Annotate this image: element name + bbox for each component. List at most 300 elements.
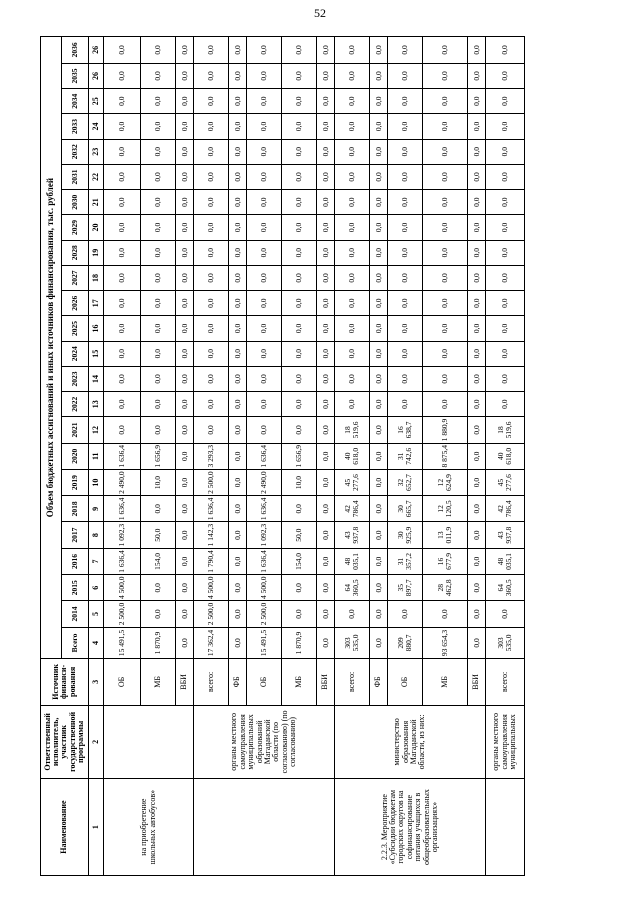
column-number: 15 (89, 341, 104, 366)
year-value: 0,0 (370, 522, 388, 548)
row-source: ОБ (247, 659, 282, 705)
column-number: 9 (89, 496, 104, 522)
year-value: 12 624,9 (423, 469, 468, 495)
year-value: 10,0 (141, 469, 176, 495)
year-value: 0,0 (141, 240, 176, 265)
year-value: 18 519,6 (486, 417, 525, 443)
year-value: 0,0 (468, 63, 486, 88)
year-value: 0,0 (229, 366, 247, 391)
year-value: 0,0 (335, 240, 370, 265)
year-value: 0,0 (486, 341, 525, 366)
year-value: 0,0 (370, 443, 388, 469)
year-value: 0,0 (423, 341, 468, 366)
year-value: 0,0 (317, 443, 335, 469)
row-source: всего: (194, 659, 229, 705)
table-title: Объем бюджетных ассигнований и иных источников финансирования, тыс. рублей (41, 37, 62, 659)
column-number: 10 (89, 469, 104, 495)
year-value: 13 011,9 (423, 522, 468, 548)
year-value: 0,0 (194, 164, 229, 189)
year-value: 32 652,7 (388, 469, 423, 495)
year-value: 0,0 (229, 575, 247, 601)
year-value: 0,0 (335, 341, 370, 366)
year-value: 0,0 (468, 139, 486, 164)
year-value: 45 277,6 (486, 469, 525, 495)
year-value: 0,0 (282, 114, 317, 139)
year-header: 2036 (62, 37, 89, 64)
year-value: 0,0 (194, 114, 229, 139)
year-value: 0,0 (388, 63, 423, 88)
year-value: 0,0 (282, 496, 317, 522)
year-value: 0,0 (282, 215, 317, 240)
row-source: ФБ (370, 659, 388, 705)
year-value: 0,0 (335, 392, 370, 417)
row-name (194, 779, 335, 876)
year-value: 0,0 (282, 575, 317, 601)
year-value: 0,0 (176, 469, 194, 495)
year-value: 1 092,3 (247, 522, 282, 548)
row-total: 303 535,0 (486, 627, 525, 659)
year-value: 154,0 (282, 548, 317, 574)
year-value: 1 636,4 (247, 496, 282, 522)
column-number: 25 (89, 89, 104, 114)
year-value: 42 786,4 (335, 496, 370, 522)
year-value: 0,0 (486, 601, 525, 627)
year-value: 16 638,7 (388, 417, 423, 443)
year-value: 0,0 (141, 496, 176, 522)
year-value: 0,0 (176, 215, 194, 240)
year-value: 0,0 (104, 341, 141, 366)
page-number: 52 (314, 6, 326, 20)
year-value: 0,0 (282, 417, 317, 443)
year-value: 0,0 (141, 265, 176, 290)
year-value: 0,0 (176, 496, 194, 522)
row-source: всего: (486, 659, 525, 705)
year-header: 2019 (62, 469, 89, 495)
year-value: 0,0 (229, 114, 247, 139)
year-value: 0,0 (104, 291, 141, 316)
year-value: 0,0 (141, 341, 176, 366)
year-value: 0,0 (486, 265, 525, 290)
year-value: 0,0 (282, 190, 317, 215)
year-value: 0,0 (282, 341, 317, 366)
year-value: 0,0 (468, 417, 486, 443)
year-value: 0,0 (335, 265, 370, 290)
row-name: на приобретение школьных автобусов» (104, 779, 194, 876)
year-header: 2023 (62, 366, 89, 391)
year-value: 0,0 (229, 139, 247, 164)
year-value: 0,0 (229, 265, 247, 290)
header-source: Источник финанси-рования (41, 659, 89, 705)
row-source: всего: (335, 659, 370, 705)
year-value: 0,0 (194, 316, 229, 341)
year-value: 50,0 (141, 522, 176, 548)
year-value: 0,0 (317, 341, 335, 366)
year-value: 1 656,9 (282, 443, 317, 469)
year-value: 0,0 (468, 240, 486, 265)
year-value: 1 656,9 (141, 443, 176, 469)
column-number: 3 (89, 659, 104, 705)
year-value: 0,0 (194, 265, 229, 290)
column-number: 21 (89, 190, 104, 215)
year-value: 0,0 (141, 89, 176, 114)
column-number: 2 (89, 705, 104, 779)
year-header: 2025 (62, 316, 89, 341)
row-total: 15 491,5 (104, 627, 141, 659)
year-value: 0,0 (388, 164, 423, 189)
rotated-table-container (40, 36, 622, 876)
year-value: 0,0 (388, 240, 423, 265)
column-number: 14 (89, 366, 104, 391)
row-name (486, 779, 525, 876)
year-value: 0,0 (229, 37, 247, 64)
year-value: 0,0 (141, 114, 176, 139)
year-value: 0,0 (194, 366, 229, 391)
year-value: 0,0 (388, 366, 423, 391)
year-value: 0,0 (468, 366, 486, 391)
year-value: 0,0 (282, 37, 317, 64)
year-value: 0,0 (141, 291, 176, 316)
column-number: 13 (89, 392, 104, 417)
column-number: 7 (89, 548, 104, 574)
row-source: ФБ (229, 659, 247, 705)
year-value: 1 636,4 (104, 496, 141, 522)
year-value: 0,0 (370, 37, 388, 64)
year-value: 0,0 (141, 164, 176, 189)
row-source: МБ (423, 659, 468, 705)
year-value: 0,0 (176, 341, 194, 366)
year-value: 0,0 (317, 190, 335, 215)
year-value: 30 665,7 (388, 496, 423, 522)
row-source: МБ (141, 659, 176, 705)
year-header: 2021 (62, 417, 89, 443)
year-value: 0,0 (247, 341, 282, 366)
column-number: 22 (89, 164, 104, 189)
year-value: 0,0 (317, 548, 335, 574)
year-value: 0,0 (486, 89, 525, 114)
year-value: 0,0 (229, 496, 247, 522)
row-total: 0,0 (317, 627, 335, 659)
column-number: 8 (89, 522, 104, 548)
year-header: 2018 (62, 496, 89, 522)
year-value: 0,0 (468, 601, 486, 627)
year-value: 0,0 (247, 291, 282, 316)
year-header: 2032 (62, 139, 89, 164)
year-value: 2 500,0 (194, 601, 229, 627)
year-value: 0,0 (104, 417, 141, 443)
year-value: 16 677,9 (423, 548, 468, 574)
year-value: 1 636,4 (247, 443, 282, 469)
year-value: 0,0 (194, 190, 229, 215)
year-value: 0,0 (317, 417, 335, 443)
year-value: 0,0 (317, 522, 335, 548)
row-responsible (104, 705, 194, 779)
year-value: 10,0 (282, 469, 317, 495)
year-header: 2022 (62, 392, 89, 417)
year-value: 64 360,5 (335, 575, 370, 601)
year-value: 0,0 (335, 190, 370, 215)
column-number: 19 (89, 240, 104, 265)
table-row (486, 37, 525, 876)
year-header: 2016 (62, 548, 89, 574)
year-value: 0,0 (486, 164, 525, 189)
year-value: 0,0 (176, 164, 194, 189)
year-value: 31 357,2 (388, 548, 423, 574)
year-value: 0,0 (370, 469, 388, 495)
year-value: 42 786,4 (486, 496, 525, 522)
year-value: 0,0 (388, 215, 423, 240)
year-value: 0,0 (282, 366, 317, 391)
year-value: 0,0 (486, 392, 525, 417)
year-value: 0,0 (317, 240, 335, 265)
year-value: 0,0 (176, 366, 194, 391)
year-header: 2024 (62, 341, 89, 366)
year-value: 0,0 (388, 190, 423, 215)
year-value: 0,0 (229, 601, 247, 627)
year-value: 48 035,1 (486, 548, 525, 574)
year-value: 2 490,0 (104, 469, 141, 495)
year-value: 0,0 (423, 139, 468, 164)
year-value: 0,0 (388, 139, 423, 164)
row-total: 209 880,7 (388, 627, 423, 659)
year-value: 0,0 (247, 89, 282, 114)
year-value: 0,0 (388, 316, 423, 341)
year-value: 0,0 (194, 240, 229, 265)
year-value: 0,0 (468, 392, 486, 417)
year-value: 0,0 (282, 316, 317, 341)
year-value: 0,0 (335, 139, 370, 164)
year-value: 0,0 (229, 341, 247, 366)
year-value: 0,0 (229, 215, 247, 240)
year-value: 0,0 (194, 37, 229, 64)
year-value: 0,0 (370, 240, 388, 265)
column-numbers-row (89, 37, 104, 876)
year-value: 0,0 (423, 190, 468, 215)
year-value: 0,0 (104, 164, 141, 189)
year-value: 0,0 (229, 522, 247, 548)
year-value: 8 875,4 (423, 443, 468, 469)
year-value: 0,0 (141, 417, 176, 443)
year-value: 0,0 (370, 601, 388, 627)
year-value: 12 120,5 (423, 496, 468, 522)
year-value: 0,0 (176, 575, 194, 601)
budget-table (40, 36, 525, 876)
year-value: 0,0 (486, 240, 525, 265)
year-value: 0,0 (176, 190, 194, 215)
year-value: 0,0 (468, 316, 486, 341)
year-value: 35 897,7 (388, 575, 423, 601)
year-value: 0,0 (335, 114, 370, 139)
row-total: 0,0 (176, 627, 194, 659)
year-value: 0,0 (388, 114, 423, 139)
year-value: 0,0 (176, 63, 194, 88)
year-value: 0,0 (141, 601, 176, 627)
year-value: 40 618,0 (486, 443, 525, 469)
year-value: 0,0 (317, 164, 335, 189)
year-value: 0,0 (282, 164, 317, 189)
year-value: 0,0 (370, 63, 388, 88)
column-number: 17 (89, 291, 104, 316)
year-value: 0,0 (468, 522, 486, 548)
year-value: 0,0 (194, 341, 229, 366)
year-value: 0,0 (194, 139, 229, 164)
year-header: 2035 (62, 63, 89, 88)
year-value: 0,0 (282, 265, 317, 290)
year-value: 0,0 (176, 522, 194, 548)
year-value: 0,0 (141, 316, 176, 341)
column-number: 23 (89, 139, 104, 164)
year-value: 2 500,0 (104, 601, 141, 627)
row-total: 0,0 (229, 627, 247, 659)
year-value: 0,0 (247, 392, 282, 417)
year-value: 0,0 (176, 89, 194, 114)
row-source: ОБ (388, 659, 423, 705)
year-value: 0,0 (247, 139, 282, 164)
year-header: 2028 (62, 240, 89, 265)
year-value: 0,0 (282, 63, 317, 88)
year-value: 0,0 (317, 392, 335, 417)
year-header: 2017 (62, 522, 89, 548)
year-value: 0,0 (370, 89, 388, 114)
year-value: 0,0 (141, 366, 176, 391)
year-value: 0,0 (141, 215, 176, 240)
year-value: 43 937,8 (486, 522, 525, 548)
year-value: 0,0 (141, 392, 176, 417)
year-value: 0,0 (229, 190, 247, 215)
year-value: 0,0 (176, 114, 194, 139)
year-value: 0,0 (247, 114, 282, 139)
row-total: 93 654,3 (423, 627, 468, 659)
year-value: 0,0 (194, 291, 229, 316)
year-value: 0,0 (282, 139, 317, 164)
year-value: 0,0 (486, 114, 525, 139)
year-value: 0,0 (194, 392, 229, 417)
column-number: 1 (89, 779, 104, 876)
row-total: 303 535,0 (335, 627, 370, 659)
year-value: 0,0 (370, 215, 388, 240)
column-number: 4 (89, 627, 104, 659)
table-body (104, 37, 525, 876)
header-name: Наименование (41, 779, 89, 876)
year-value: 3 293,3 (194, 443, 229, 469)
year-value: 1 636,4 (104, 548, 141, 574)
table-header (41, 37, 104, 876)
table-row (194, 37, 229, 876)
year-header: 2027 (62, 265, 89, 290)
year-value: 2 500,0 (194, 469, 229, 495)
year-value: 0,0 (247, 190, 282, 215)
year-value: 0,0 (335, 215, 370, 240)
year-value: 0,0 (282, 601, 317, 627)
year-value: 0,0 (423, 89, 468, 114)
year-value: 0,0 (468, 443, 486, 469)
year-value: 0,0 (141, 190, 176, 215)
row-source: МБ (282, 659, 317, 705)
year-header: 2015 (62, 575, 89, 601)
year-value: 0,0 (176, 392, 194, 417)
column-number: 5 (89, 601, 104, 627)
column-number: 6 (89, 575, 104, 601)
year-header: 2014 (62, 601, 89, 627)
year-value: 0,0 (317, 37, 335, 64)
year-value: 0,0 (388, 341, 423, 366)
year-value: 0,0 (486, 37, 525, 64)
year-value: 0,0 (194, 63, 229, 88)
year-value: 0,0 (282, 89, 317, 114)
year-header: 2020 (62, 443, 89, 469)
year-value: 0,0 (486, 366, 525, 391)
year-value: 0,0 (141, 575, 176, 601)
year-value: 48 035,1 (335, 548, 370, 574)
year-value: 0,0 (247, 164, 282, 189)
year-value: 0,0 (335, 316, 370, 341)
year-value: 0,0 (176, 443, 194, 469)
year-value: 0,0 (423, 366, 468, 391)
year-value: 0,0 (317, 89, 335, 114)
row-total: 0,0 (468, 627, 486, 659)
year-value: 0,0 (229, 89, 247, 114)
year-value: 0,0 (335, 164, 370, 189)
year-value: 0,0 (370, 366, 388, 391)
year-value: 0,0 (486, 215, 525, 240)
year-value: 0,0 (468, 215, 486, 240)
year-value: 0,0 (104, 37, 141, 64)
year-value: 0,0 (176, 417, 194, 443)
year-value: 0,0 (335, 366, 370, 391)
year-value: 0,0 (370, 291, 388, 316)
year-value: 28 462,8 (423, 575, 468, 601)
table-row (104, 37, 141, 876)
year-value: 0,0 (468, 575, 486, 601)
year-value: 0,0 (468, 496, 486, 522)
column-number: 12 (89, 417, 104, 443)
year-value: 1 142,3 (194, 522, 229, 548)
year-value: 43 937,8 (335, 522, 370, 548)
year-value: 0,0 (370, 496, 388, 522)
year-value: 4 500,0 (194, 575, 229, 601)
year-value: 18 519,6 (335, 417, 370, 443)
year-value: 0,0 (423, 164, 468, 189)
year-value: 31 742,6 (388, 443, 423, 469)
year-value: 0,0 (229, 316, 247, 341)
year-value: 45 277,6 (335, 469, 370, 495)
year-value: 0,0 (104, 63, 141, 88)
year-value: 0,0 (141, 139, 176, 164)
year-value: 0,0 (370, 417, 388, 443)
year-value: 0,0 (317, 496, 335, 522)
year-value: 0,0 (468, 291, 486, 316)
year-value: 0,0 (104, 240, 141, 265)
year-value: 0,0 (486, 139, 525, 164)
row-total: 1 870,9 (282, 627, 317, 659)
row-total: 17 362,4 (194, 627, 229, 659)
year-value: 1 636,4 (194, 496, 229, 522)
year-value: 1 790,4 (194, 548, 229, 574)
year-header: 2033 (62, 114, 89, 139)
year-value: 0,0 (388, 265, 423, 290)
row-responsible: министерство образования Магаданской области, из них: (335, 705, 486, 779)
year-value: 0,0 (486, 291, 525, 316)
row-source: ВБИ (176, 659, 194, 705)
year-value: 1 636,4 (247, 548, 282, 574)
year-value: 0,0 (104, 89, 141, 114)
year-value: 1 092,3 (104, 522, 141, 548)
year-value: 50,0 (282, 522, 317, 548)
year-value: 0,0 (468, 89, 486, 114)
year-value: 0,0 (229, 291, 247, 316)
year-value: 0,0 (229, 469, 247, 495)
year-value: 0,0 (468, 37, 486, 64)
year-value: 0,0 (229, 443, 247, 469)
